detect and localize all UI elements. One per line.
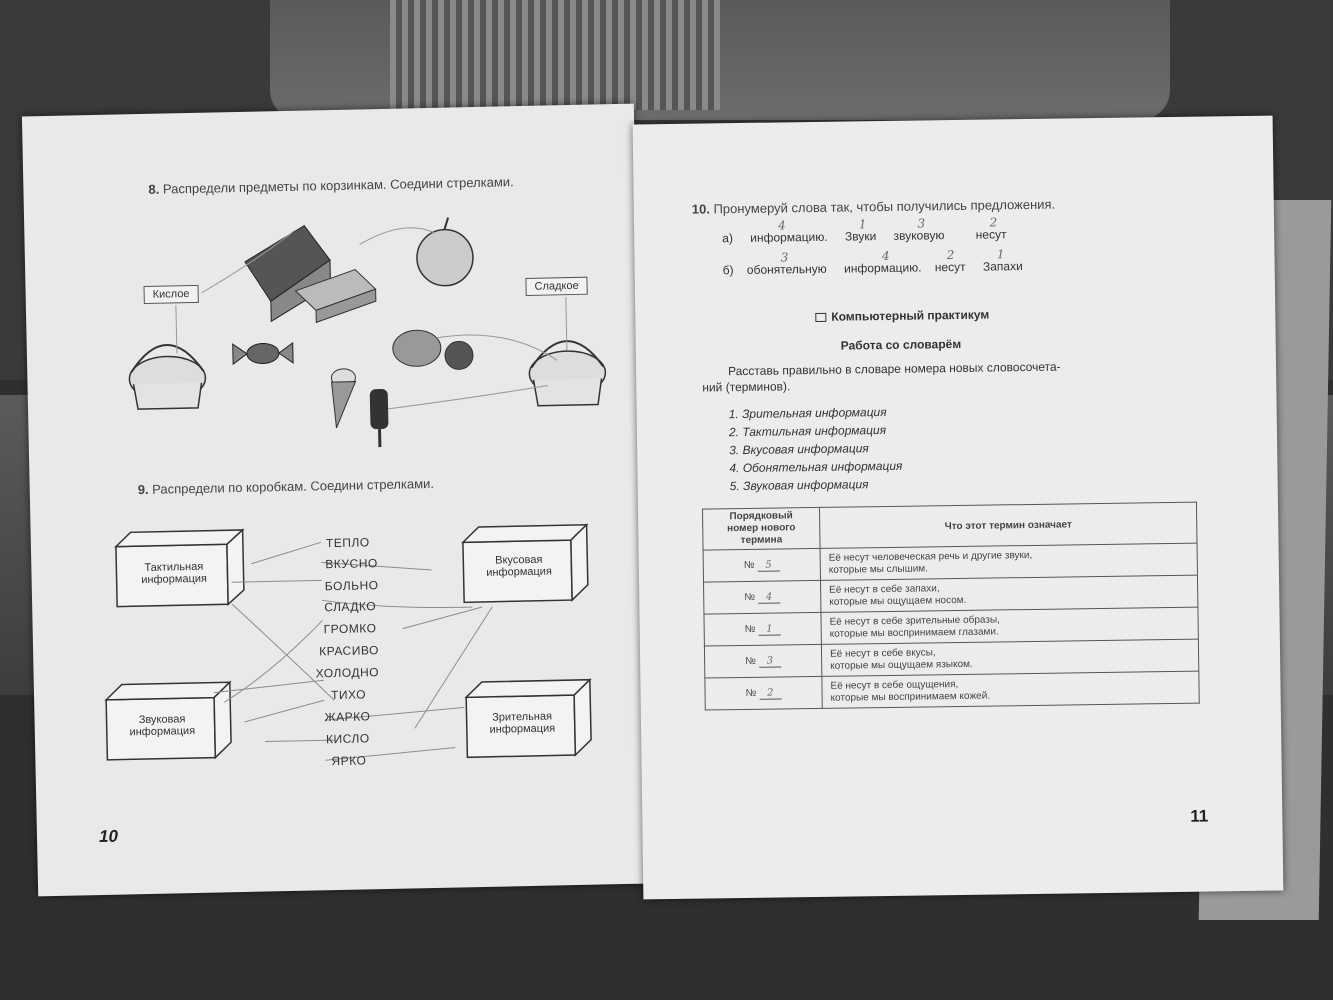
page-number-right: 11 <box>1190 806 1209 826</box>
workbook-page-right <box>633 116 1284 900</box>
task-10: 10. Пронумеруй слова так, чтобы получились предложения. <box>691 196 1056 217</box>
page-number-left: 10 <box>98 826 119 847</box>
word-item: ВКУСНО <box>325 556 378 572</box>
instruction-line-2: ний (терминов). <box>702 379 791 395</box>
sentence-b: б) 3 обонятельную 4 информацию. 2 несут 1 Запахи <box>722 247 1023 278</box>
word-item: КИСЛО <box>325 731 370 747</box>
word-item: КРАСИВО <box>319 643 379 659</box>
term-item: 1. Зрительная информация <box>728 404 887 422</box>
box-taste-label: Вкусовая информация <box>486 553 552 579</box>
answer-number: 3 <box>917 216 926 231</box>
table-row: № 4 Её несут в себе запахи, которые мы ощущаем носом. <box>704 575 1198 614</box>
answer-number: 3 <box>780 250 789 265</box>
box-tactile-label: Тактильная информация <box>141 560 208 587</box>
basket-sour-icon <box>129 344 206 409</box>
header-number: Порядковый номер нового термина <box>702 507 820 550</box>
answer-field[interactable]: 1 <box>758 623 781 635</box>
instruction-line-1: Расставь правильно в словаре номера новых словосочета- <box>727 359 1061 379</box>
answer-number: 2 <box>946 248 955 263</box>
basket-label-sweet: Сладкое <box>525 277 587 296</box>
practicum-title: Компьютерный практикум <box>815 308 989 324</box>
apple-icon <box>416 217 473 286</box>
box-visual-label: Зрительная информация <box>489 710 556 736</box>
answer-number: 4 <box>881 248 890 264</box>
basket-label-sour: Кислое <box>143 285 198 304</box>
table-row: № 3 Её несут в себе вкусы, которые мы ощущаем языком. <box>704 639 1198 678</box>
answer-number: 2 <box>989 215 998 230</box>
computer-icon <box>815 313 826 322</box>
answer-field[interactable]: 5 <box>757 559 780 571</box>
word-item: ТИХО <box>330 687 367 703</box>
popsicle-icon <box>370 389 389 447</box>
candy-icon <box>233 343 293 364</box>
term-item: 3. Вкусовая информация <box>729 441 869 458</box>
workbook-page-left <box>22 104 650 897</box>
section-title: Работа со словарём <box>840 336 962 353</box>
task-8: 8. Распредели предметы по корзинкам. Соедини стрелками. <box>148 174 514 197</box>
answer-number: 1 <box>996 247 1005 262</box>
table-row: № 1 Её несут в себе зрительные образы, которые мы воспринимаем глазами. <box>704 607 1198 646</box>
word-item: БОЛЬНО <box>324 578 379 594</box>
term-item: 2. Тактильная информация <box>728 422 887 440</box>
box-sound-label: Звуковая информация <box>129 713 196 739</box>
word-item: ТЕПЛО <box>325 535 370 551</box>
table-header-row <box>702 502 1197 550</box>
task-9: 9. Распредели по коробкам. Соедини стрелками. <box>137 475 435 498</box>
table-row: № 5 Её несут человеческая речь и другие звуки, которые мы слышим. <box>703 543 1197 582</box>
answer-field[interactable]: 2 <box>759 687 782 699</box>
device-grille <box>390 0 720 110</box>
word-item: ХОЛОДНО <box>315 665 380 681</box>
word-item: ГРОМКО <box>323 621 377 637</box>
word-item: СЛАДКО <box>324 599 377 615</box>
word-item: ЯРКО <box>331 753 367 769</box>
answer-number: 1 <box>858 217 867 232</box>
ice-cream-cone-icon <box>331 369 356 428</box>
sentence-a: а) 4 информацию. 1 Звуки 3 звуковую 2 несут <box>722 215 1007 246</box>
answer-field[interactable]: 3 <box>759 655 782 667</box>
answer-field[interactable]: 4 <box>758 591 781 603</box>
header-meaning: Что этот термин означает <box>819 502 1197 548</box>
term-item: 4. Обонятельная информация <box>729 458 903 476</box>
answer-number: 4 <box>777 218 786 233</box>
word-item: ЖАРКО <box>324 709 371 725</box>
dictionary-table <box>702 502 1200 711</box>
table-row: № 2 Её несут в себе ощущения, которые мы воспринимаем кожей. <box>705 671 1199 710</box>
term-item: 5. Звуковая информация <box>729 477 869 494</box>
task8-illustration <box>22 104 650 897</box>
